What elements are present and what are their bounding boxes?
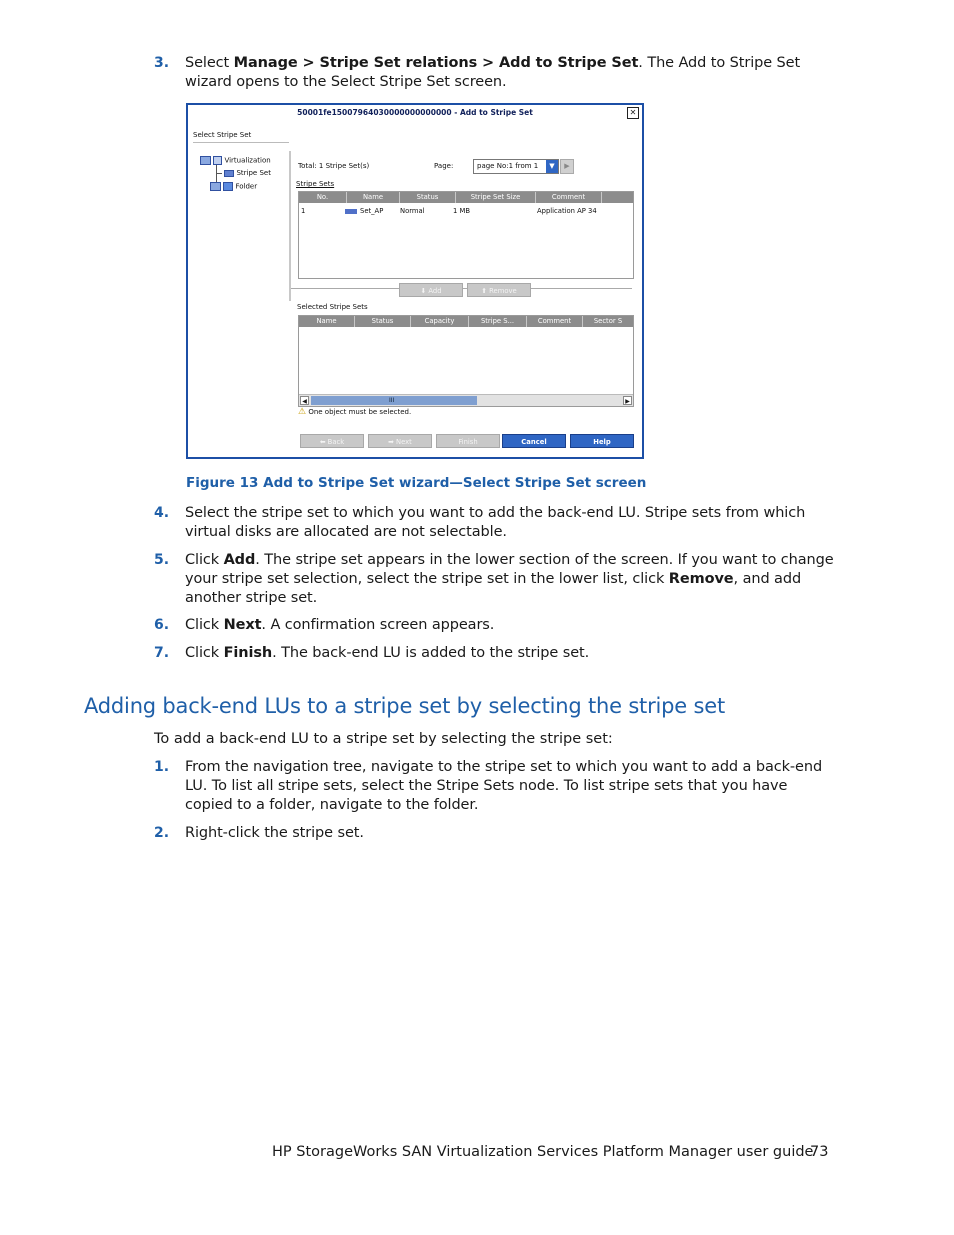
section-heading: Adding back-end LUs to a stripe set by selecting the stripe set bbox=[84, 694, 725, 718]
page-select[interactable] bbox=[473, 159, 559, 174]
column-header[interactable]: Comment bbox=[536, 192, 602, 203]
finish-button[interactable] bbox=[436, 434, 500, 448]
scrollbar-thumb[interactable] bbox=[311, 396, 477, 405]
tree-node-label: Virtualization bbox=[224, 156, 271, 165]
stripe-set-icon bbox=[345, 209, 357, 214]
stripe-sets-table bbox=[298, 191, 634, 279]
step-number: 6. bbox=[154, 617, 170, 633]
tree-node-label: Stripe Set bbox=[236, 169, 271, 177]
ui-term: Finish bbox=[223, 645, 273, 661]
close-icon[interactable]: ✕ bbox=[627, 107, 639, 119]
warning-icon: ⚠ bbox=[298, 407, 307, 417]
step-text: Select the stripe set to which you want to add the back-end LU. Stripe sets from which virtual disks are allocated are not selectable. bbox=[185, 505, 806, 540]
step-text: From the navigation tree, navigate to the stripe set to which you want to add a back-end LU. To list all stripe sets, select the Stripe Sets node. To list stripe sets that you have copied to a folder, navigate to the folder. bbox=[185, 759, 823, 813]
column-header[interactable]: Name bbox=[299, 316, 355, 327]
step-text-part: . The stripe set appears in the lower section of the screen. If you want to change your stripe set selection, select the stripe set in the lower list, click bbox=[185, 552, 834, 587]
cancel-button-label: Cancel bbox=[521, 438, 547, 446]
server-icon bbox=[213, 156, 222, 165]
step-text-part: , and add another stripe set. bbox=[185, 571, 802, 606]
selected-stripe-sets-label: Selected Stripe Sets bbox=[297, 303, 368, 311]
scrollbar-grip: III bbox=[389, 397, 395, 404]
warning-message bbox=[298, 407, 411, 417]
stripe-set-icon bbox=[224, 170, 234, 177]
ui-term: Add bbox=[223, 552, 256, 568]
arrow-down-icon: ⬇ bbox=[420, 287, 429, 295]
back-button-label: Back bbox=[327, 438, 345, 446]
remove-button[interactable] bbox=[467, 283, 531, 297]
cell-name: Set_AP bbox=[360, 207, 384, 215]
arrow-left-icon: ⬅ bbox=[319, 438, 328, 446]
intro-text: To add a back-end LU to a stripe set by selecting the stripe set: bbox=[154, 731, 613, 747]
window-title: 50001fe15007964030000000000000 - Add to Stripe Set bbox=[188, 105, 642, 121]
scroll-left-icon[interactable]: ◀ bbox=[300, 396, 309, 405]
next-button[interactable] bbox=[368, 434, 432, 448]
column-header[interactable]: Sector S bbox=[583, 316, 633, 327]
step-text-part: Click bbox=[185, 645, 224, 661]
add-button-label: Add bbox=[428, 287, 442, 295]
ui-term: Remove bbox=[668, 571, 734, 587]
folder-icon bbox=[210, 182, 221, 191]
tree-node-label: Folder bbox=[235, 182, 258, 191]
divider bbox=[193, 142, 289, 143]
footer-title: HP StorageWorks SAN Virtualization Services Platform Manager user guide bbox=[272, 1144, 814, 1160]
column-header[interactable]: Stripe Set Size bbox=[456, 192, 536, 203]
step-text bbox=[185, 551, 835, 608]
step-text bbox=[185, 616, 835, 635]
horizontal-scrollbar[interactable] bbox=[299, 394, 633, 406]
page-number: 73 bbox=[810, 1144, 829, 1160]
cell-size: 1 MB bbox=[453, 207, 471, 215]
step-number: 2. bbox=[154, 825, 170, 841]
column-header[interactable]: Stripe S... bbox=[469, 316, 527, 327]
tree-node-stripe-set[interactable] bbox=[217, 169, 271, 177]
page-select-value: page No:1 from 1 bbox=[477, 162, 539, 170]
column-header[interactable]: Status bbox=[355, 316, 411, 327]
column-header[interactable]: Status bbox=[400, 192, 456, 203]
column-header-filler bbox=[602, 192, 633, 203]
ui-term: Next bbox=[223, 617, 262, 633]
step-text: Right-click the stripe set. bbox=[185, 825, 364, 841]
step-number: 3. bbox=[154, 55, 170, 71]
figure-caption: Figure 13 Add to Stripe Set wizard—Select Stripe Set screen bbox=[186, 475, 647, 491]
add-button[interactable] bbox=[399, 283, 463, 297]
cell-no: 1 bbox=[301, 207, 306, 215]
page-label: Page: bbox=[434, 162, 454, 170]
step-text-part: . The Add to Stripe Set wizard opens to the Select Stripe Set screen. bbox=[185, 55, 801, 90]
step-text-part: Click bbox=[185, 617, 224, 633]
total-count: Total: 1 Stripe Set(s) bbox=[298, 162, 370, 170]
wizard-window bbox=[186, 103, 644, 459]
back-button[interactable] bbox=[300, 434, 364, 448]
step-text-part: Select bbox=[185, 55, 234, 71]
tree-node-folder[interactable] bbox=[210, 182, 257, 191]
step-text bbox=[185, 54, 835, 92]
section-label: Select Stripe Set bbox=[193, 131, 252, 139]
step-number: 1. bbox=[154, 759, 170, 775]
help-button[interactable] bbox=[570, 434, 634, 448]
folder-icon bbox=[223, 182, 233, 191]
step-number: 5. bbox=[154, 552, 170, 568]
table-row[interactable] bbox=[299, 205, 633, 217]
step-text bbox=[185, 644, 835, 663]
step-text-part: . The back-end LU is added to the stripe set. bbox=[272, 645, 590, 661]
step-number: 7. bbox=[154, 645, 170, 661]
warning-text: One object must be selected. bbox=[308, 408, 412, 416]
arrow-up-icon: ⬆ bbox=[481, 287, 490, 295]
folder-icon bbox=[200, 156, 211, 165]
step-number: 4. bbox=[154, 505, 170, 521]
help-button-label: Help bbox=[593, 438, 611, 446]
column-header[interactable]: Name bbox=[347, 192, 400, 203]
tree-node-virtualization[interactable] bbox=[200, 156, 271, 165]
arrow-right-icon: ➡ bbox=[388, 438, 396, 446]
finish-button-label: Finish bbox=[458, 438, 478, 446]
step-text-part: . A confirmation screen appears. bbox=[261, 617, 495, 633]
cell-status: Normal bbox=[400, 207, 425, 215]
column-header[interactable]: No. bbox=[299, 192, 347, 203]
panel-divider bbox=[289, 151, 291, 301]
selected-stripe-sets-table bbox=[298, 315, 634, 407]
tree-connector bbox=[217, 173, 222, 174]
column-header[interactable]: Capacity bbox=[411, 316, 469, 327]
remove-button-label: Remove bbox=[489, 287, 517, 295]
scroll-right-icon[interactable]: ▶ bbox=[623, 396, 632, 405]
next-button-label: Next bbox=[396, 438, 412, 446]
chevron-down-icon[interactable]: ▼ bbox=[546, 160, 558, 173]
cell-comment: Application AP 34 bbox=[537, 207, 597, 215]
menu-path: Manage > Stripe Set relations > Add to Stripe Set bbox=[233, 55, 639, 71]
cancel-button[interactable] bbox=[502, 434, 566, 448]
column-header[interactable]: Comment bbox=[527, 316, 583, 327]
next-page-button[interactable]: ▶ bbox=[560, 159, 574, 174]
stripe-sets-label: Stripe Sets bbox=[296, 180, 335, 188]
step-text-part: Click bbox=[185, 552, 224, 568]
